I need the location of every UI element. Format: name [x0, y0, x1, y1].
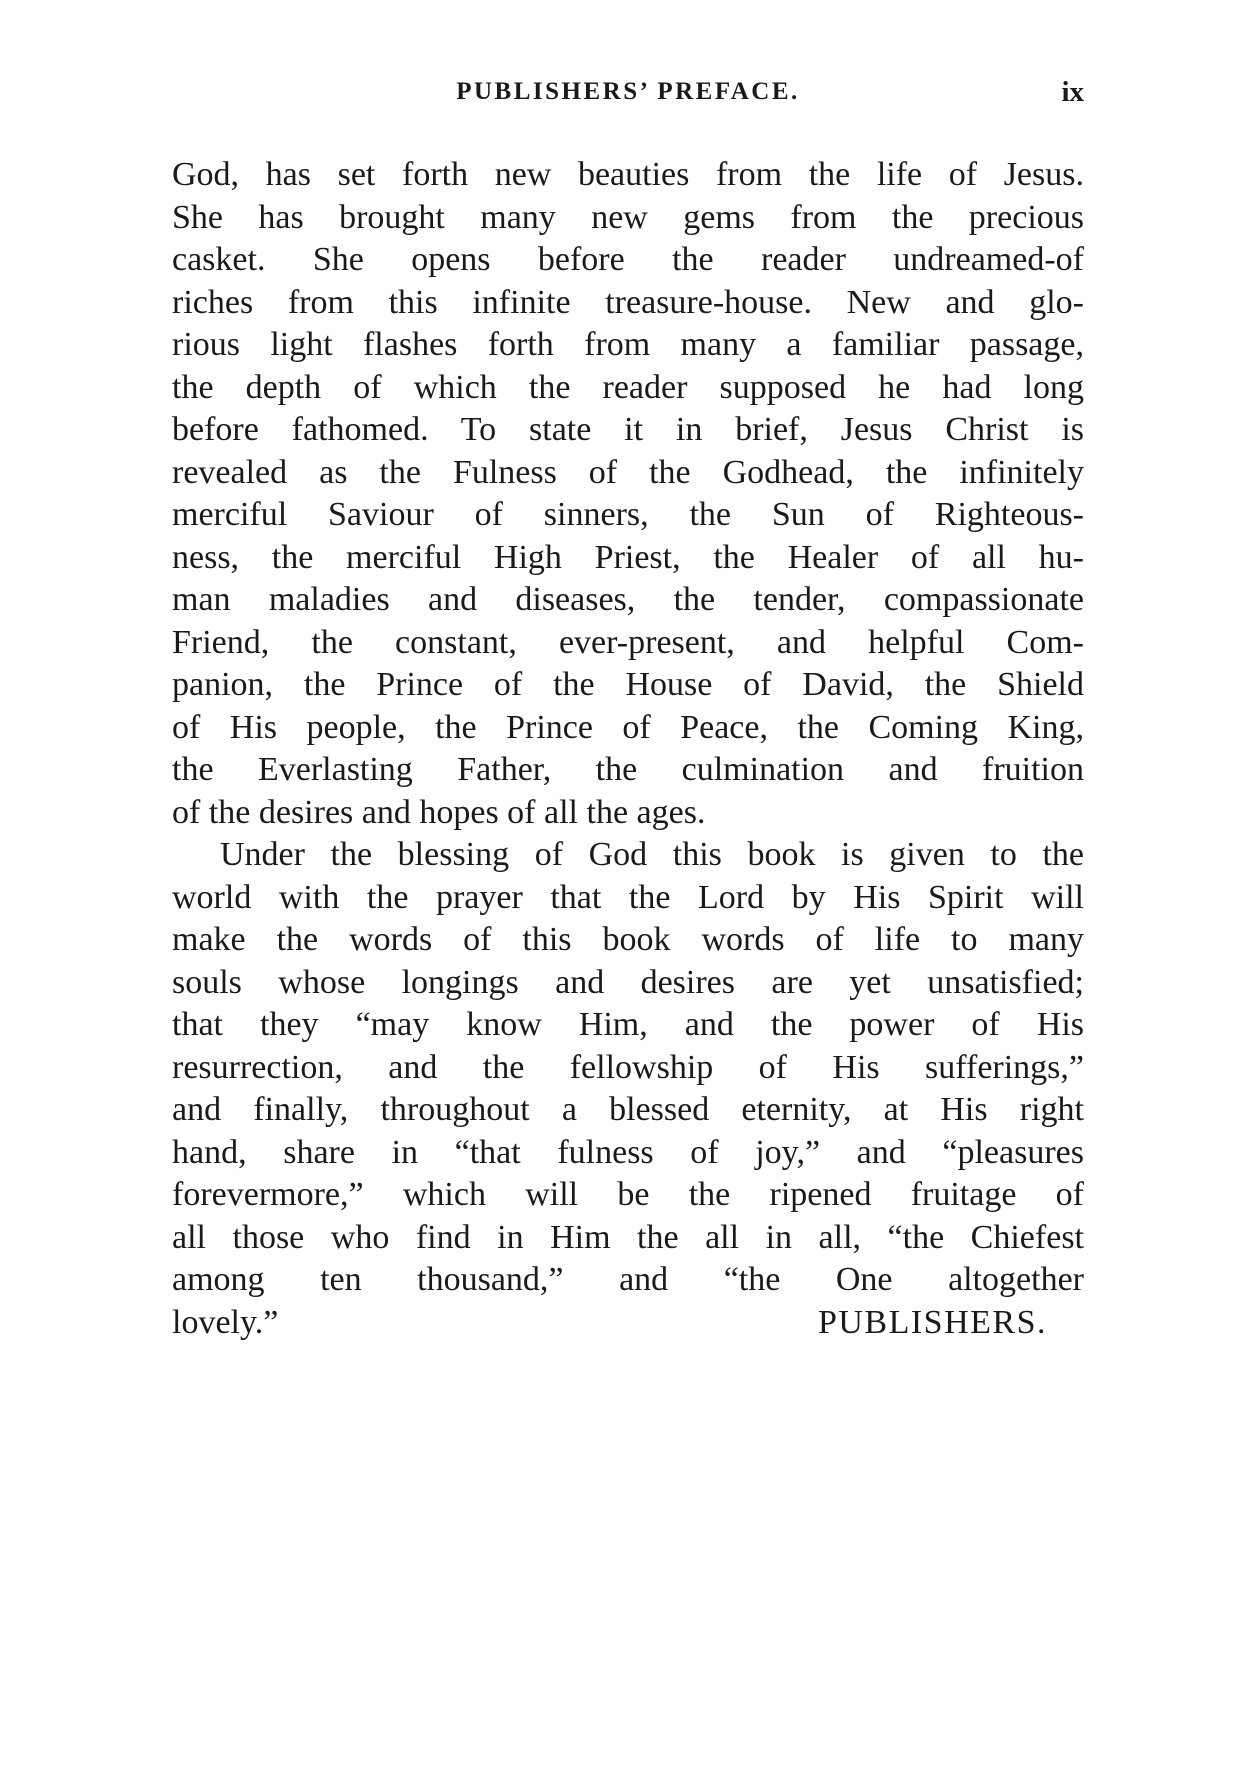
text-line: ness, the merciful High Priest, the Healer of all hu-: [172, 538, 1084, 576]
text-line: that they “may know Him, and the power of His: [172, 1006, 1084, 1043]
running-head: [172, 72, 1084, 112]
text-line: She has brought many new gems from the precious: [172, 198, 1084, 236]
text-line: man maladies and diseases, the tender, compassionate: [172, 581, 1084, 618]
publisher-signature: PUBLISHERS.: [817, 1303, 1047, 1341]
text-line: Friend, the constant, ever-present, and helpful Com-: [172, 623, 1084, 661]
text-line: and finally, throughout a blessed eternity, at His right: [172, 1091, 1084, 1128]
text-line: the depth of which the reader supposed he had long: [172, 368, 1084, 406]
text-line: of His people, the Prince of Peace, the Coming King,: [172, 708, 1084, 746]
text-line: of the desires and hopes of all the ages.: [172, 793, 706, 831]
text-line: forevermore,” which will be the ripened fruitage of: [172, 1176, 1084, 1213]
page-number: ix: [1061, 76, 1084, 108]
text-line: God, has set forth new beauties from the life of Jesus.: [172, 156, 1084, 193]
text-line: make the words of this book words of life to many: [172, 921, 1084, 958]
text-line: panion, the Prince of the House of David, the Shield: [172, 666, 1084, 703]
signoff-line: [172, 1302, 1084, 1345]
closing-text: lovely.”: [172, 1303, 279, 1341]
paragraph-blessing: [172, 834, 1084, 1344]
body-text: [172, 154, 1084, 1344]
text-line: casket. She opens before the reader undreamed-of: [172, 241, 1084, 278]
text-line: before fathomed. To state it in brief, Jesus Christ is: [172, 411, 1084, 448]
text-line: merciful Saviour of sinners, the Sun of Righteous-: [172, 496, 1084, 533]
text-line: world with the prayer that the Lord by His Spirit will: [172, 878, 1084, 916]
text-line: rious light flashes forth from many a familiar passage,: [172, 326, 1084, 363]
text-line: Under the blessing of God this book is given to the: [220, 836, 1084, 873]
text-line: resurrection, and the fellowship of His sufferings,”: [172, 1048, 1084, 1086]
text-line: revealed as the Fulness of the Godhead, the infinitely: [172, 453, 1084, 491]
paragraph-vision: [172, 154, 1084, 834]
text-line: all those who find in Him the all in all, “the Chiefest: [172, 1218, 1084, 1256]
text-line: the Everlasting Father, the culmination and fruition: [172, 751, 1084, 788]
text-line: hand, share in “that fulness of joy,” and “pleasures: [172, 1133, 1084, 1171]
text-line: among ten thousand,” and “the One altogether: [172, 1261, 1084, 1298]
text-line: riches from this infinite treasure-house. New and glo-: [172, 283, 1084, 321]
text-line: souls whose longings and desires are yet unsatisfied;: [172, 963, 1084, 1001]
running-title: PUBLISHERS’ PREFACE.: [456, 78, 800, 105]
